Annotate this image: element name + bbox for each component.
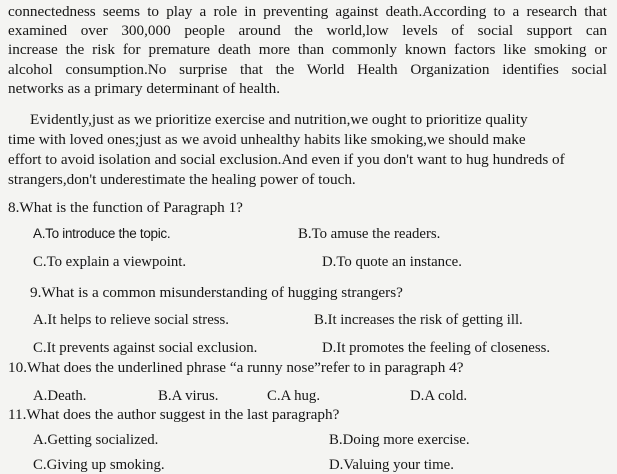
paragraph-line: increase the risk for premature death more than commonly known factors like smoking or	[8, 41, 607, 58]
option-a[interactable]: A.To introduce the topic.	[33, 226, 171, 241]
option-b[interactable]: B.Doing more exercise.	[329, 432, 470, 448]
paragraph-line: examined over 300,000 people around the world,low levels of social support can	[8, 22, 607, 39]
option-d[interactable]: D.It promotes the feeling of closeness.	[322, 340, 551, 356]
question-stem: 9.What is a common misunderstanding of hugging strangers?	[30, 284, 403, 301]
option-d[interactable]: D.To quote an instance.	[322, 254, 462, 270]
question-stem: 8.What is the function of Paragraph 1?	[8, 199, 243, 216]
paragraph-line: alcohol consumption.No surprise that the World Health Organization identifies social	[8, 61, 607, 78]
paragraph-line: effort to avoid isolation and social exclusion.And even if you don't want to hug hundreds of	[8, 151, 565, 168]
option-c[interactable]: C.Giving up smoking.	[33, 457, 165, 473]
option-d[interactable]: D.A cold.	[410, 388, 468, 404]
paragraph-line: time with loved ones;just as we avoid unhealthy habits like smoking,we should make	[8, 131, 526, 148]
paragraph-line: strangers,don't underestimate the healing power of touch.	[8, 171, 356, 188]
option-b[interactable]: B.To amuse the readers.	[298, 226, 441, 242]
option-c[interactable]: C.A hug.	[267, 388, 321, 404]
question-stem: 11.What does the author suggest in the last paragraph?	[8, 406, 340, 423]
option-a[interactable]: A.It helps to relieve social stress.	[33, 312, 230, 328]
question-stem: 10.What does the underlined phrase “a runny nose”refer to in paragraph 4?	[8, 359, 464, 376]
option-a[interactable]: A.Death.	[33, 388, 87, 404]
paragraph-line: Evidently,just as we prioritize exercise and nutrition,we ought to prioritize quality	[30, 111, 528, 128]
option-b[interactable]: B.A virus.	[158, 388, 219, 404]
option-c[interactable]: C.To explain a viewpoint.	[33, 254, 187, 270]
option-b[interactable]: B.It increases the risk of getting ill.	[314, 312, 523, 328]
paragraph-line: networks as a primary determinant of health.	[8, 80, 281, 97]
paragraph-line: connectedness seems to play a role in preventing against death.According to a research that	[8, 3, 607, 20]
option-a[interactable]: A.Getting socialized.	[33, 432, 159, 448]
option-d[interactable]: D.Valuing your time.	[329, 457, 454, 473]
option-c[interactable]: C.It prevents against social exclusion.	[33, 340, 258, 356]
